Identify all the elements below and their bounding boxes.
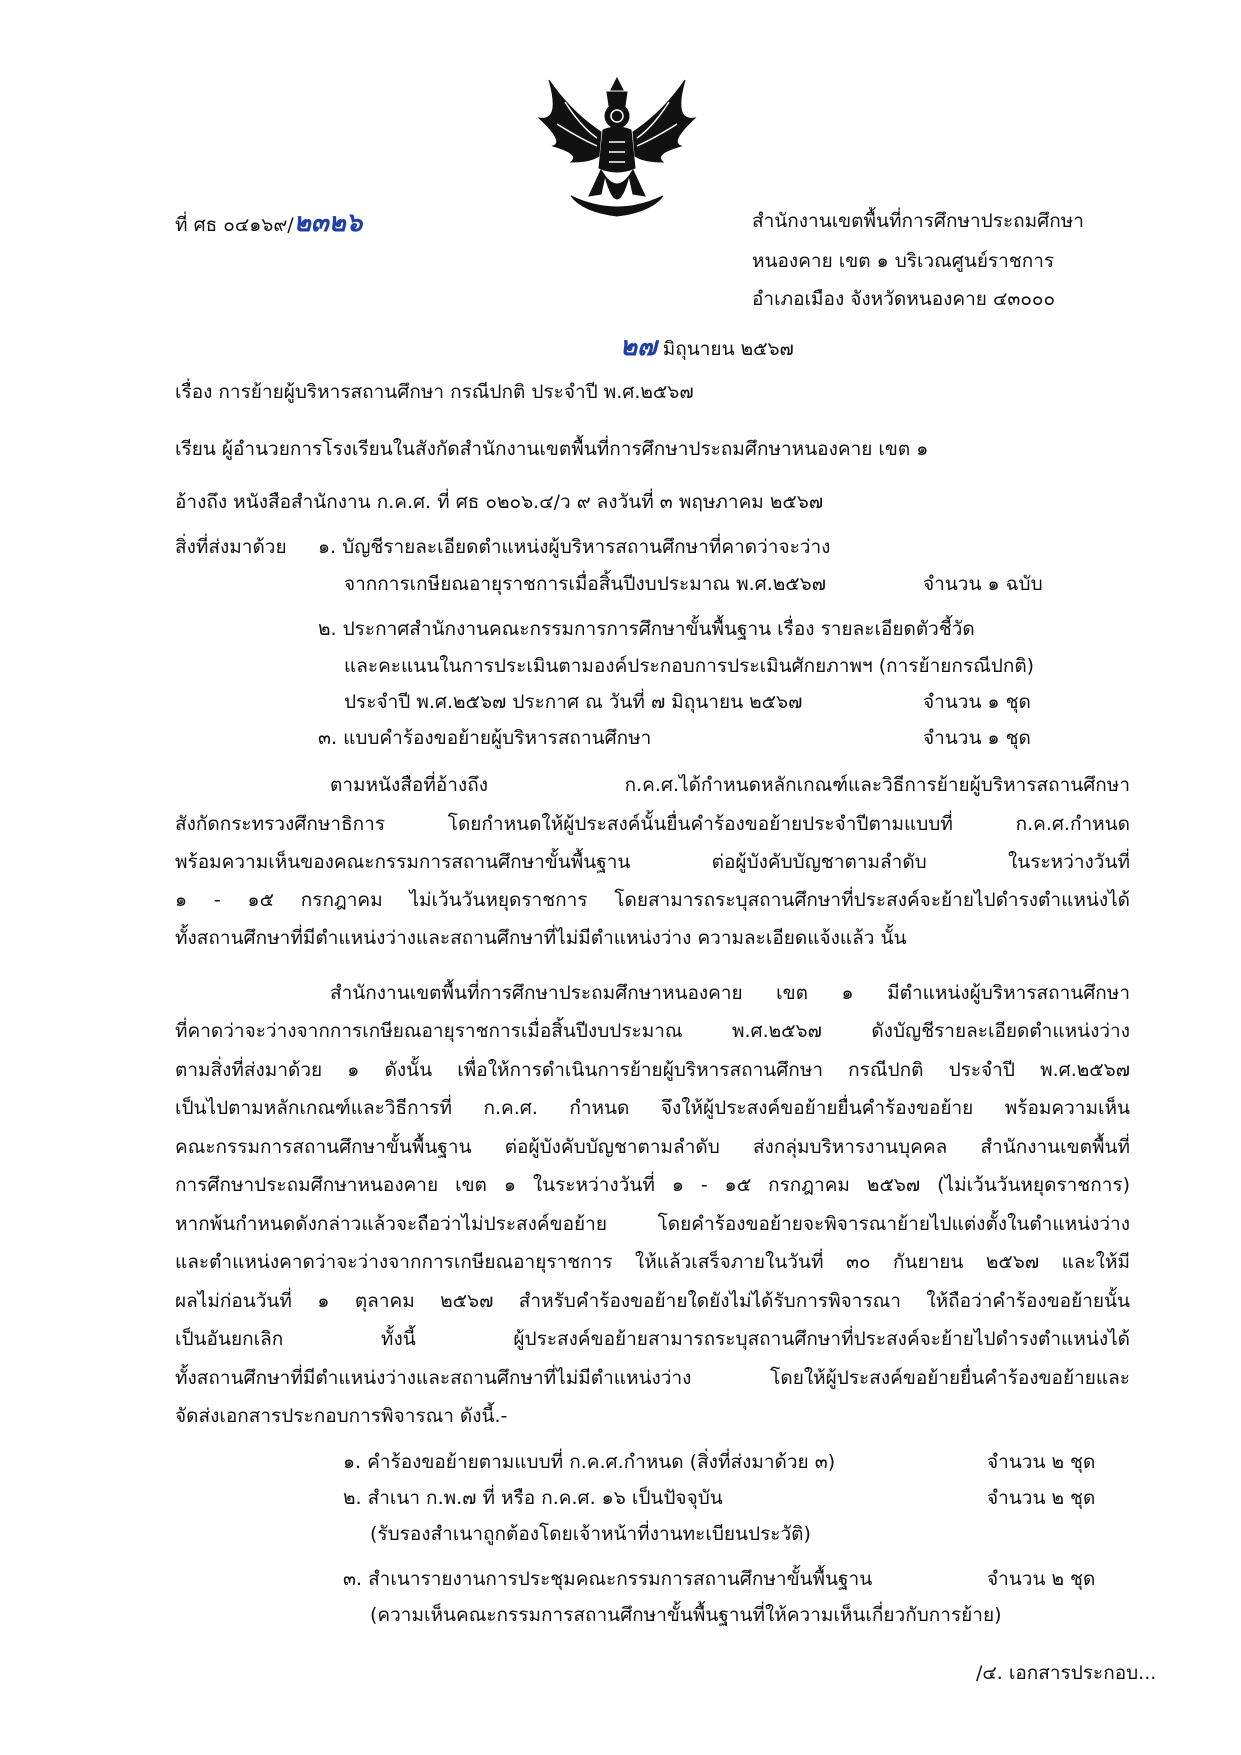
office-address-line-2: หนองคาย เขต ๑ บริเวณศูนย์ราชการ — [752, 250, 1055, 272]
required-document-3: ๓. สำเนารายงานการประชุมคณะกรรมการสถานศึกษาขั้นพื้นฐาน — [343, 1568, 873, 1590]
enclosure-3-line-1: ๓. แบบคำร้องขอย้ายผู้บริหารสถานศึกษา — [318, 727, 652, 749]
paragraph-2-line-5: คณะกรรมการสถานศึกษาขั้นพื้นฐาน ต่อผู้บังคับบัญชาตามลำดับ ส่งกลุ่มบริหารงานบุคคล สำนักงานเขตพื้นที่ — [175, 1136, 1130, 1158]
enclosure-3-quantity: จำนวน ๑ ชุด — [923, 727, 1031, 749]
handwritten-document-number: ๒๓๒๖ — [293, 208, 363, 238]
office-address-line-3: อำเภอเมือง จังหวัดหนองคาย ๔๓๐๐๐ — [752, 288, 1056, 310]
recipient-line: เรียน ผู้อำนวยการโรงเรียนในสังกัดสำนักงานเขตพื้นที่การศึกษาประถมศึกษาหนองคาย เขต ๑ — [175, 438, 929, 460]
required-document-2: ๒. สำเนา ก.พ.๗ ที่ หรือ ก.ค.ศ. ๑๖ เป็นปัจจุบัน — [343, 1487, 723, 1509]
document-date — [620, 334, 794, 360]
required-document-3-note: (ความเห็นคณะกรรมการสถานศึกษาขั้นพื้นฐานที่ให้ความเห็นเกี่ยวกับการย้าย) — [370, 1604, 1002, 1626]
paragraph-2-line-9: ผลไม่ก่อนวันที่ ๑ ตุลาคม ๒๕๖๗ สำหรับคำร้องขอย้ายใดยังไม่ได้รับการพิจารณา ให้ถือว่าคำร้องขอย้ายนั้น — [175, 1290, 1130, 1312]
required-document-1-quantity: จำนวน ๒ ชุด — [987, 1451, 1096, 1473]
garuda-emblem-icon — [531, 72, 703, 232]
handwritten-date-day: ๒๗ — [620, 332, 657, 362]
paragraph-2-line-4: เป็นไปตามหลักเกณฑ์และวิธีการที่ ก.ค.ศ. กำหนด จึงให้ผู้ประสงค์ขอย้ายยื่นคำร้องขอย้าย พร้อมความเห็น — [175, 1097, 1130, 1119]
document-number — [175, 210, 362, 236]
paragraph-1-line-2: สังกัดกระทรวงศึกษาธิการ โดยกำหนดให้ผู้ประสงค์นั้นยื่นคำร้องขอย้ายประจำปีตามแบบที่ ก.ค.ศ.กำหนด — [175, 813, 1130, 835]
reference-line: อ้างถึง หนังสือสำนักงาน ก.ค.ศ. ที่ ศธ ๐๒๐๖.๔/ว ๙ ลงวันที่ ๓ พฤษภาคม ๒๕๖๗ — [175, 491, 824, 513]
paragraph-2-line-11: ทั้งสถานศึกษาที่มีตำแหน่งว่างและสถานศึกษาที่ไม่มีตำแหน่งว่าง โดยให้ผู้ประสงค์ขอย้ายยื่นคำร้องขอย้ายและ — [175, 1367, 1130, 1389]
paragraph-2-line-12: จัดส่งเอกสารประกอบการพิจารณา ดังนี้.- — [175, 1405, 508, 1427]
paragraph-1-line-1: ตามหนังสือที่อ้างถึง ก.ค.ศ.ได้กำหนดหลักเกณฑ์และวิธีการย้ายผู้บริหารสถานศึกษา — [330, 774, 1130, 796]
paragraph-2-line-3: ตามสิ่งที่ส่งมาด้วย ๑ ดังนั้น เพื่อให้การดำเนินการย้ายผู้บริหารสถานศึกษา กรณีปกติ ประจำปี พ.ศ.๒๕๖๗ — [175, 1059, 1130, 1081]
paragraph-2-line-2: ที่คาดว่าจะว่างจากการเกษียณอายุราชการเมื่อสิ้นปีงบประมาณ พ.ศ.๒๕๖๗ ดังบัญชีรายละเอียดตำแหน่งว่าง — [175, 1020, 1130, 1042]
required-document-2-quantity: จำนวน ๒ ชุด — [987, 1487, 1096, 1509]
required-document-2-note: (รับรองสำเนาถูกต้องโดยเจ้าหน้าที่งานทะเบียนประวัติ) — [370, 1523, 811, 1545]
enclosure-1-quantity: จำนวน ๑ ฉบับ — [923, 573, 1043, 595]
required-document-3-quantity: จำนวน ๒ ชุด — [987, 1568, 1096, 1590]
enclosure-2-quantity: จำนวน ๑ ชุด — [923, 691, 1031, 713]
enclosure-1-line-2: จากการเกษียณอายุราชการเมื่อสิ้นปีงบประมาณ พ.ศ.๒๕๖๗ — [344, 573, 826, 595]
enclosures-label: สิ่งที่ส่งมาด้วย — [175, 536, 287, 558]
paragraph-2-line-1: สำนักงานเขตพื้นที่การศึกษาประถมศึกษาหนองคาย เขต ๑ มีตำแหน่งผู้บริหารสถานศึกษา — [330, 982, 1130, 1004]
enclosure-2-line-2: และคะแนนในการประเมินตามองค์ประกอบการประเมินศักยภาพฯ (การย้ายกรณีปกติ) — [344, 655, 1035, 677]
paragraph-2-line-8: และตำแหน่งคาดว่าจะว่างจากการเกษียณอายุราชการ ให้แล้วเสร็จภายในวันที่ ๓๐ กันยายน ๒๕๖๗ และให้มี — [175, 1251, 1130, 1273]
paragraph-1-line-3: พร้อมความเห็นของคณะกรรมการสถานศึกษาขั้นพื้นฐาน ต่อผู้บังคับบัญชาตามลำดับ ในระหว่างวันที่ — [175, 851, 1130, 873]
office-address-line-1: สำนักงานเขตพื้นที่การศึกษาประถมศึกษา — [752, 210, 1084, 232]
date-month-year: มิถุนายน ๒๕๖๗ — [662, 338, 794, 360]
paragraph-2-line-6: การศึกษาประถมศึกษาหนองคาย เขต ๑ ในระหว่างวันที่ ๑ - ๑๕ กรกฎาคม ๒๕๖๗ (ไม่เว้นวันหยุดราชการ) — [175, 1174, 1130, 1196]
page-continuation-marker: /๔. เอกสารประกอบ... — [976, 1662, 1157, 1684]
paragraph-2-line-7: หากพ้นกำหนดดังกล่าวแล้วจะถือว่าไม่ประสงค์ขอย้าย โดยคำร้องขอย้ายจะพิจารณาย้ายไปแต่งตั้งในตำแหน่งว่าง — [175, 1213, 1130, 1235]
enclosure-2-line-3: ประจำปี พ.ศ.๒๕๖๗ ประกาศ ณ วันที่ ๗ มิถุนายน ๒๕๖๗ — [344, 691, 803, 713]
required-document-1: ๑. คำร้องขอย้ายตามแบบที่ ก.ค.ศ.กำหนด (สิ่งที่ส่งมาด้วย ๓) — [343, 1451, 836, 1473]
document-number-prefix: ที่ ศธ ๐๔๑๖๙/ — [175, 214, 294, 236]
enclosure-1-line-1: ๑. บัญชีรายละเอียดตำแหน่งผู้บริหารสถานศึกษาที่คาดว่าจะว่าง — [318, 536, 831, 558]
paragraph-1-line-5: ทั้งสถานศึกษาที่มีตำแหน่งว่างและสถานศึกษาที่ไม่มีตำแหน่งว่าง ความละเอียดแจ้งแล้ว นั้น — [175, 927, 907, 949]
enclosure-2-line-1: ๒. ประกาศสำนักงานคณะกรรมการการศึกษาขั้นพื้นฐาน เรื่อง รายละเอียดตัวชี้วัด — [318, 618, 975, 640]
subject-line: เรื่อง การย้ายผู้บริหารสถานศึกษา กรณีปกติ ประจำปี พ.ศ.๒๕๖๗ — [175, 381, 694, 403]
paragraph-2-line-10: เป็นอันยกเลิก ทั้งนี้ ผู้ประสงค์ขอย้ายสามารถระบุสถานศึกษาที่ประสงค์จะย้ายไปดำรงตำแหน่งได้ — [175, 1328, 1130, 1350]
paragraph-1-line-4: ๑ - ๑๕ กรกฎาคม ไม่เว้นวันหยุดราชการ โดยสามารถระบุสถานศึกษาที่ประสงค์จะย้ายไปดำรงตำแหน่งได้ — [175, 889, 1130, 911]
